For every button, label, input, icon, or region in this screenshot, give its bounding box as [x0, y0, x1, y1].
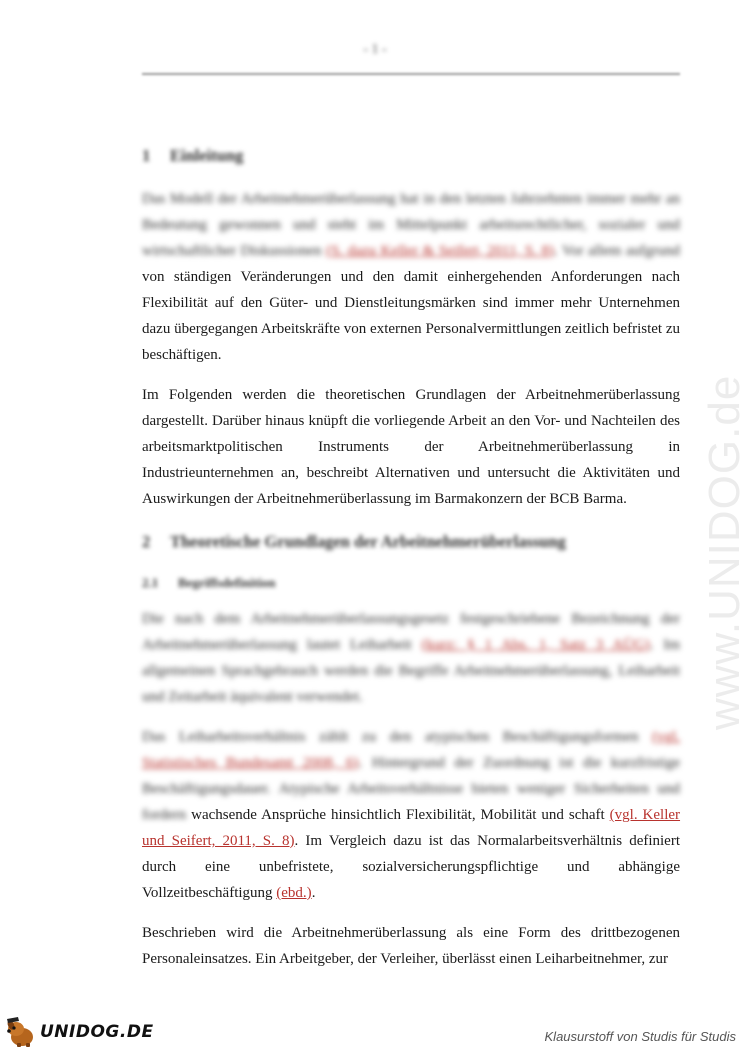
section-2-1-number: 2.1: [142, 575, 159, 590]
section-1-heading: [142, 140, 680, 172]
section-2-title: Theoretische Grundlagen der Arbeitnehmerüberlassung: [170, 532, 566, 551]
paragraph-text: wachsende Ansprüche hinsichtlich Flexibilität, Mobilität und: [191, 807, 564, 823]
footer-logo[interactable]: [4, 1014, 154, 1050]
section-2-1-title: Begriffsdefinition: [178, 575, 276, 590]
logo-text: UNIDOG.DE: [40, 1022, 154, 1042]
citation-link[interactable]: (vgl. Statistisches Bundesamt 2008, 6): [142, 729, 681, 771]
footer-tagline: Klausurstoff von Studis für Studis: [544, 1029, 736, 1044]
blurred-text: Das Leiharbeitsverhältnis zählt zu den atypischen Beschäftigungsformen: [142, 729, 639, 745]
section-2-1-paragraph-3: Beschrieben wird die Arbeitnehmerüberlassung als eine Form des drittbezogenen Personaleinsatzes. Ein Arbeitgeber, der Verleiher, überlässt einen Leiharbeitnehmer, zur: [142, 925, 680, 967]
section-2-1-paragraph-1: [142, 606, 680, 710]
dog-mascot-icon: [4, 1015, 38, 1049]
section-2-1-paragraph-2: [142, 724, 680, 906]
paragraph-text: schaft: [568, 807, 605, 823]
citation-link[interactable]: (ebd.): [276, 885, 312, 901]
section-1-paragraph-1: [142, 186, 680, 368]
section-1-title: Einleitung: [170, 146, 244, 165]
section-1-paragraph-2: Im Folgenden werden die theoretischen Grundlagen der Arbeitnehmerüberlassung dargestellt. Darüber hinaus knüpft die vorliegende Arbeit an den Vor- und Nachteilen des arbeitsmarktpolitischen Instruments der Arbeitnehmerüberlassung in Industrieunternehmen an, beschreibt Alternativen und untersucht die Aktivitäten und Auswirkungen der Arbeitnehmerüberlassung im Barmakonzern der BCB Barma.: [142, 387, 680, 507]
blurred-text: . Hintergrund der Zuordnung ist die kurzfristige Beschäftigungsdauer. Atypische Arbeitsverhältnisse bieten weniger Sicherheiten und fordern: [142, 755, 681, 823]
blurred-text: . Im allgemeinen Sprachgebrauch werden die Begriffe Arbeitnehmerüberlassung, Leiharbeit und Zeitarbeit äquivalent verwendet.: [142, 637, 681, 705]
citation-link[interactable]: (S. dazu Keller & Seifert, 2011, S. 8): [326, 243, 555, 259]
citation-link[interactable]: (kurz: § 1 Abs. 1, Satz 3 AÜG): [421, 637, 650, 653]
page-number: - 1 -: [363, 42, 387, 57]
paragraph-text: .: [311, 885, 316, 901]
paragraph-text: . Im Vergleich dazu ist das Normalarbeitsverhältnis definiert durch eine unbefristete, sozialversicherungspflichtige und abhängige Vollzeitbeschäftigung: [142, 833, 681, 901]
watermark-vertical: www.UNIDOG.de: [700, 374, 749, 730]
blurred-text: Das Modell der Arbeitnehmerüberlassung hat in den letzten Jahrzehnten immer mehr an Bedeutung gewonnen und steht im Mittelpunkt arbeitsrechtlicher, sozialer und wirtschaftlicher Diskussionen: [142, 191, 680, 259]
blurred-text: Die nach dem Arbeitnehmerüberlassungsgesetz festgeschriebene Bezeichnung der Arbeitnehmerüberlassung lautet Leiharbeit: [142, 611, 680, 653]
document-content: [142, 140, 680, 986]
section-1-number: 1: [142, 146, 151, 165]
section-2-heading: [142, 526, 680, 558]
header-rule: [142, 73, 680, 75]
blurred-text: . Vor allem aufgrund: [554, 243, 681, 259]
paragraph-text: von ständigen Veränderungen und den damit einhergehenden Anforderungen nach Flexibilität auf den Güter- und Dienstleitungsmärken sind immer mehr Unternehmen dazu übergegangen Arbeitskräfte von externen Personalvermittlungen zeitlich befristet zu beschäftigen.: [142, 269, 680, 363]
citation-link[interactable]: (vgl. Keller und Seifert, 2011, S. 8): [142, 807, 681, 849]
section-2-number: 2: [142, 532, 151, 551]
section-2-1-heading: [142, 572, 680, 594]
